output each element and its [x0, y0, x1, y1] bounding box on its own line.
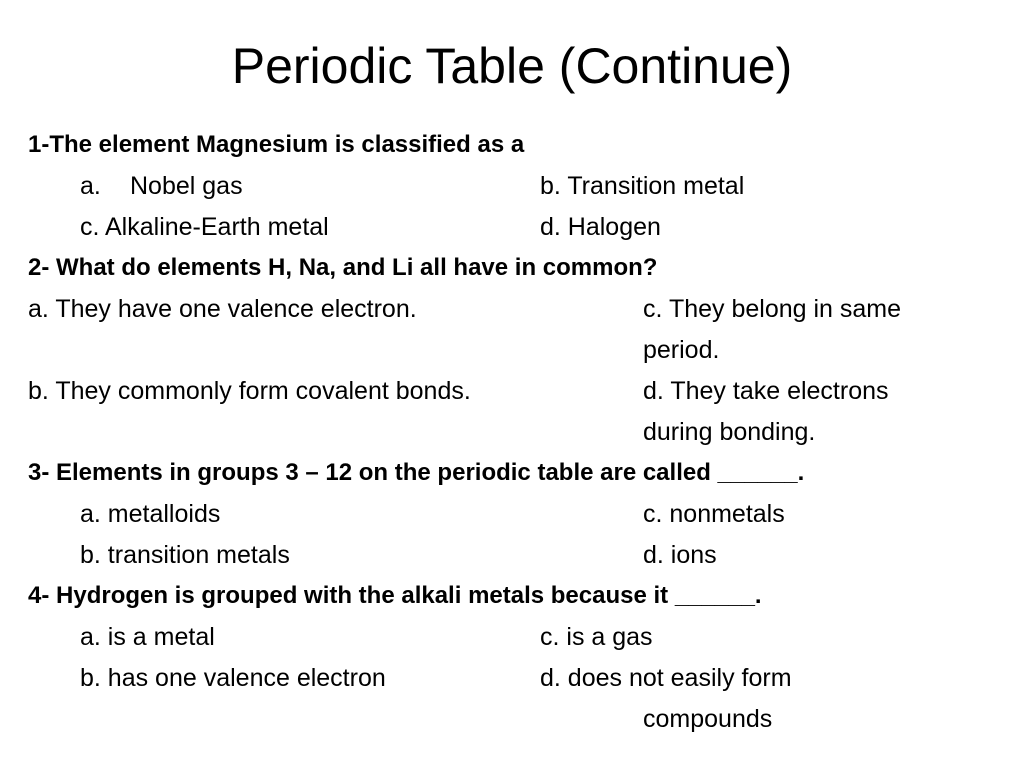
question-4-option-d-line1: d. does not easily form: [540, 664, 792, 692]
question-1-option-b: b. Transition metal: [540, 172, 745, 200]
question-1-option-a-marker: a.: [80, 172, 101, 200]
question-4-prompt: 4- Hydrogen is grouped with the alkali metals because it ______.: [28, 582, 762, 609]
question-1-option-d: d. Halogen: [540, 213, 661, 241]
question-4-option-a: a. is a metal: [80, 623, 215, 651]
question-4-option-c: c. is a gas: [540, 623, 653, 651]
question-2-option-c-line1: c. They belong in same: [643, 295, 902, 323]
question-3-option-a: a. metalloids: [80, 500, 221, 528]
question-2-option-b: b. They commonly form covalent bonds.: [28, 377, 471, 405]
question-4-option-d-line2: compounds: [643, 705, 773, 733]
question-4-option-b: b. has one valence electron: [80, 664, 386, 692]
question-3-option-b: b. transition metals: [80, 541, 290, 569]
question-2-option-a: a. They have one valence electron.: [28, 295, 417, 323]
question-1-option-a: Nobel gas: [130, 172, 243, 200]
question-3-option-d: d. ions: [643, 541, 717, 569]
slide-title: Periodic Table (Continue): [231, 38, 793, 94]
question-3-prompt: 3- Elements in groups 3 – 12 on the periodic table are called ______.: [28, 459, 805, 486]
question-1-prompt: 1-The element Magnesium is classified as a: [28, 131, 525, 158]
question-3-option-c: c. nonmetals: [643, 500, 785, 528]
question-2-option-c-line2: period.: [643, 336, 720, 364]
question-1-option-c: c. Alkaline-Earth metal: [80, 213, 329, 241]
question-2-option-d-line1: d. They take electrons: [643, 377, 889, 405]
question-2-prompt: 2- What do elements H, Na, and Li all have in common?: [28, 254, 658, 281]
question-2-option-d-line2: during bonding.: [643, 418, 816, 446]
